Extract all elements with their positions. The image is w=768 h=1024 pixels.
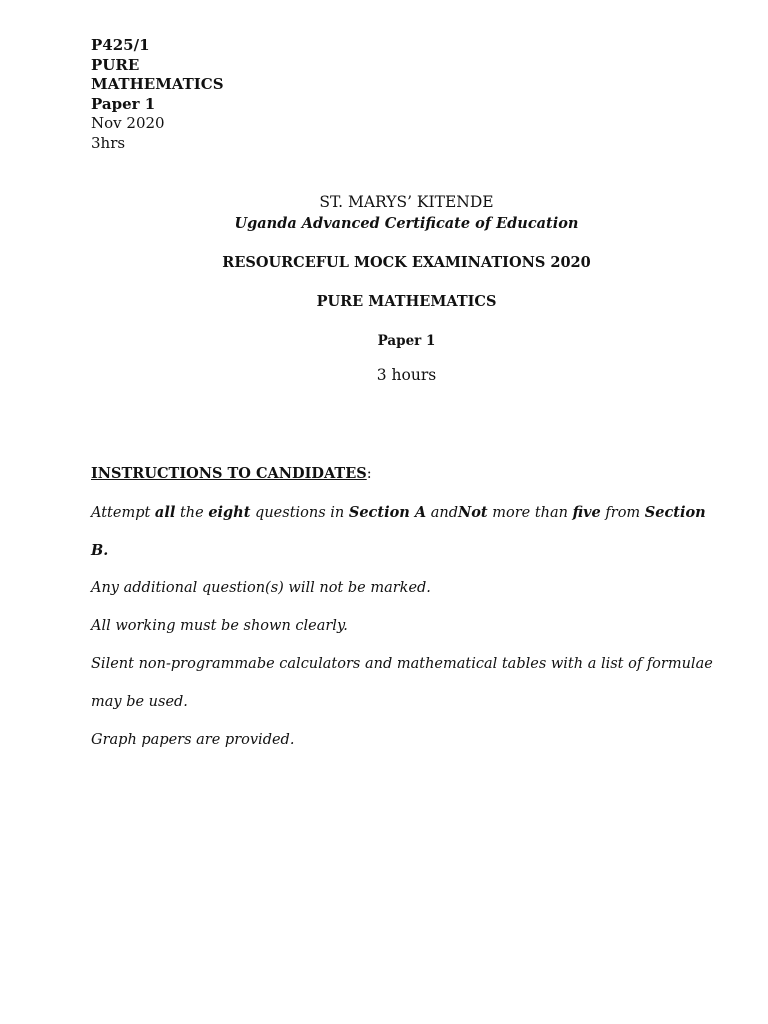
exam-duration: 3hrs — [91, 133, 126, 152]
paper-number: Paper 1 — [91, 94, 156, 113]
instructions-heading-text: INSTRUCTIONS TO CANDIDATES — [91, 465, 367, 482]
subject-line-2: MATHEMATICS — [91, 75, 224, 94]
instruction-text: questions in — [250, 505, 349, 521]
instruction-graph-papers: Graph papers are provided. — [91, 732, 295, 748]
instruction-text: Attempt — [91, 505, 155, 521]
instruction-calculators-cont: may be used. — [91, 694, 188, 710]
instruction-emphasis: B. — [91, 542, 109, 559]
paper-title: Paper 1 — [377, 333, 436, 349]
instruction-calculators: Silent non-programmabe calculators and mathematical tables with a list of formulae — [91, 656, 713, 672]
instruction-text: and — [426, 505, 458, 521]
instruction-emphasis: Section — [644, 504, 706, 521]
instructions-heading — [91, 465, 372, 482]
instruction-emphasis: Not — [457, 504, 488, 521]
instruction-text: more than — [487, 505, 573, 521]
instruction-additional: Any additional question(s) will not be marked. — [91, 580, 431, 596]
instruction-emphasis: eight — [208, 504, 251, 521]
exam-board: Uganda Advanced Certificate of Education — [234, 215, 579, 232]
instruction-text: the — [175, 505, 209, 521]
subject-title: PURE MATHEMATICS — [316, 293, 497, 310]
instruction-text: from — [600, 505, 645, 521]
instruction-working: All working must be shown clearly. — [91, 618, 348, 634]
instructions-heading-colon: : — [366, 466, 372, 482]
school-name: ST. MARYS’ KITENDE — [319, 193, 494, 211]
paper-header — [91, 36, 224, 154]
duration-title: 3 hours — [376, 366, 437, 384]
instruction-emphasis: Section A — [348, 504, 427, 521]
paper-code: P425/1 — [91, 36, 150, 54]
subject-line-1: PURE — [91, 55, 140, 74]
instruction-attempt-cont — [91, 542, 108, 559]
instruction-attempt — [91, 504, 706, 521]
exam-date: Nov 2020 — [91, 114, 165, 133]
instruction-emphasis: five — [572, 504, 601, 521]
instruction-emphasis: all — [154, 504, 176, 521]
exam-title: RESOURCEFUL MOCK EXAMINATIONS 2020 — [222, 254, 591, 271]
